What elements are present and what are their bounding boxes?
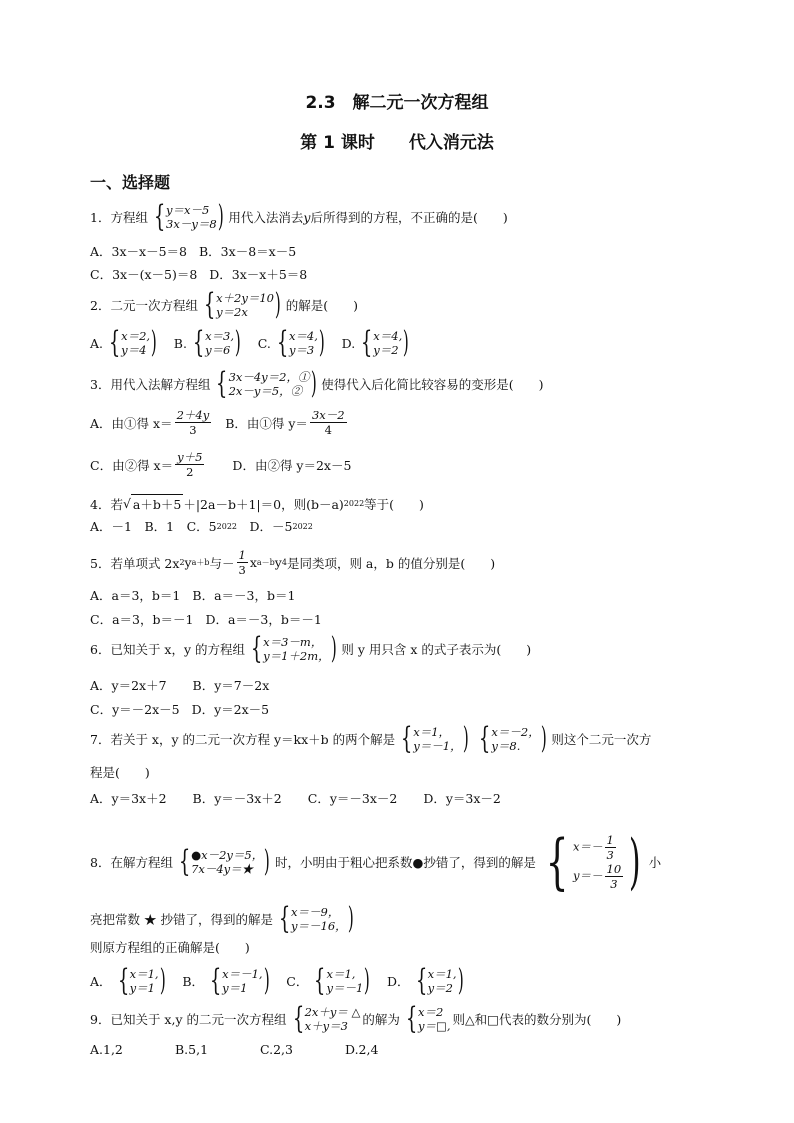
q2-options: A. { x＝2, y＝4 ) B. { x＝3, y＝6 ) C. { x＝4, y＝3 ) D. { x＝4, y＝2 ) [90,325,410,360]
question-9: 9．已知关于 x,y 的二元一次方程组 { 2x＋y＝ △ x＋y＝3 的解为 { x＝2 y＝□, 则△和□代表的数分别为( ) [90,1001,622,1036]
equation-system: { 2x＋y＝ △ x＋y＝3 [292,1001,361,1036]
equation-system: { 3x－4y＝2，① 2x－y＝5，② ) [216,366,317,401]
q4-options: A．－1 B．1 C．5 2022 D．－5 2022 [90,519,313,534]
q8-stem-question: 则原方程组的正确解是( ) [90,940,250,955]
q3-options-cd: C．由②得 x＝ $\frac{y+5}{2}$ D．由②得 y＝2x－5 [90,450,352,479]
q7-stem-cont: 程是( ) [90,765,150,780]
equation-system: { x＋2y＝10 y＝2x ) [203,287,281,322]
q9-options: A.1,2 B.5,1 C.2,3 D.2,4 [90,1042,379,1057]
question-5: 5．若单项式 2x 2 y a＋b 与－ $\frac{1}{3}$ x a－b y 4 是同类项，则 a，b 的值分别是( ) [90,548,496,577]
question-2: 2．二元一次方程组 { x＋2y＝10 y＝2x ) 的解是( ) [90,287,358,322]
equation-system: { y＝x－5 3x－y＝8 ) [153,199,224,234]
question-6: 6．已知关于 x，y 的方程组 { x＝3－m， y＝1＋2m， ) 则 y 用只含 x 的式子表示为( ) [90,631,532,666]
q5-options-ab: A．a＝3，b＝1 B．a＝－3，b＝1 [90,588,296,603]
section-heading: 一、选择题 [90,173,171,192]
q7-options: A．y＝3x＋2 B．y＝－3x＋2 C．y＝－3x－2 D．y＝3x－2 [90,791,501,806]
q1-options-ab: A．3x－x－5＝8 B．3x－8＝x－5 [90,244,297,259]
question-4: 4．若 √ a＋b＋5 ＋|2a－b＋1|＝0，则(b－a) 2022 等于( ) [90,496,424,512]
q3-options-ab: A．由①得 x＝ $\frac{2+4y}{3}$ B．由①得 y＝ $\frac{3x-2}{4}$ [90,408,345,437]
question-1: 1．方程组 { y＝x－5 3x－y＝8 ) 用代入法消去 y 后所得到的方程，不正确的是( ) [90,199,508,234]
question-7: 7．若关于 x，y 的二元一次方程 y＝kx＋b 的两个解是 { x＝1， y＝－1， ) { x＝－2， y＝8. ) 则这个二元一次方 [90,721,652,756]
q8-stem-cont: 亮把常数 ★ 抄错了，得到的解是 { x＝－9， y＝－16， ) [90,901,354,936]
question-3: 3．用代入法解方程组 { 3x－4y＝2，① 2x－y＝5，② ) 使得代入后化简比较容易的变形是( ) [90,366,544,401]
section-title: 2.3 解二元一次方程组 [305,93,489,113]
q1-options-cd: C．3x－(x－5)＝8 D．3x－x＋5＝8 [90,267,308,282]
q8-options: A． { x＝1, y＝1 ) B． { x＝－1, y＝1 ) C． { x＝1, y＝－1 ) D． { x＝1, y＝2 ) [90,963,464,998]
lesson-title: 第 1 课时 代入消元法 [300,133,494,153]
q6-options-ab: A．y＝2x＋7 B．y＝7－2x [90,678,270,693]
q6-options-cd: C．y＝－2x－5 D．y＝2x－5 [90,702,270,717]
equation-system: { ●x－2y＝5， 7x－4y＝★ ) [178,844,271,879]
question-8: 8．在解方程组 { ●x－2y＝5， 7x－4y＝★ ) 时，小明由于粗心把系数●抄错了，得到的解是 { x＝－ $\frac{1}{3}$ y＝－ $\frac{10}{3}$ ) 小 [90,827,662,897]
q5-options-cd: C．a＝3，b＝－1 D．a＝－3，b＝－1 [90,612,322,627]
equation-system: { x＝3－m， y＝1＋2m， ) [250,631,337,666]
